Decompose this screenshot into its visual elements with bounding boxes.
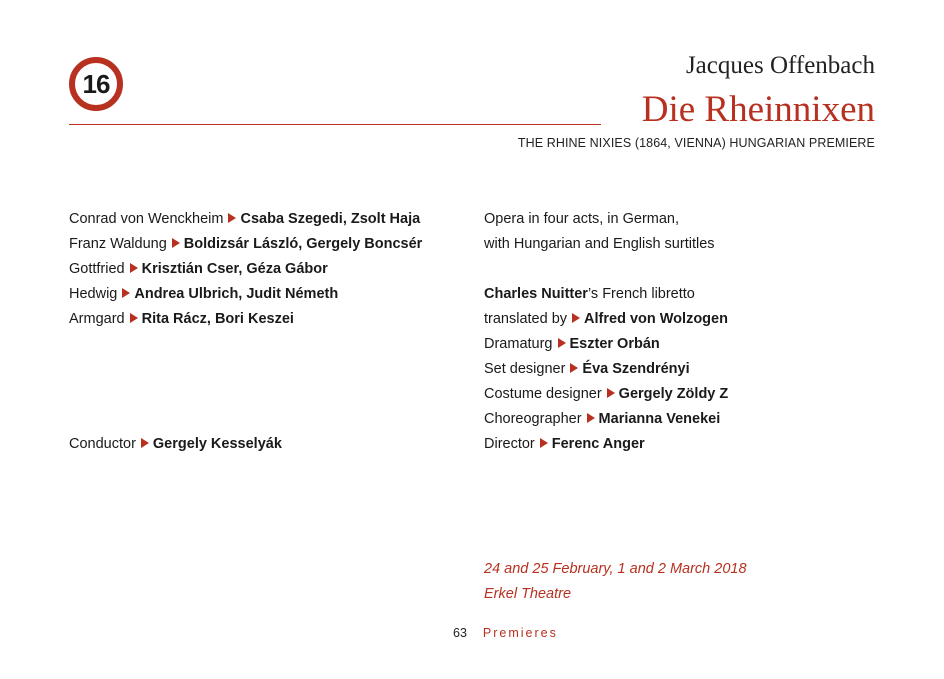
crew-name: Gergely Zöldy Z [618,386,729,402]
page-number: 63 [453,626,467,640]
arrow-icon [130,263,138,273]
libretto-line [484,282,728,307]
venue-line: Erkel Theatre [484,586,572,602]
production-info [484,207,728,457]
translated-label: translated by [484,311,568,327]
dates-line: 24 and 25 February, 1 and 2 March 2018 [484,561,747,577]
production-number-badge [69,57,123,111]
info-line: Opera in four acts, in German, [484,211,680,227]
crew-name: Éva Szendrényi [582,361,690,377]
crew-role: Dramaturg [484,336,553,352]
arrow-icon [122,288,130,298]
arrow-icon [540,438,548,448]
cast-row [69,307,422,332]
production-number: 16 [82,68,110,99]
crew-row [484,382,728,407]
crew-row [484,432,728,457]
cast-role: Franz Waldung [69,236,167,252]
performance-dates [484,557,747,607]
section-name: Premieres [482,626,558,640]
librettist-name: Charles Nuitter [484,286,588,302]
info-line: with Hungarian and English surtitles [484,236,715,252]
cast-names: Andrea Ulbrich, Judit Németh [134,286,339,302]
arrow-icon [572,313,580,323]
conductor-name: Gergely Kesselyák [152,436,282,452]
cast-role: Armgard [69,311,125,327]
cast-row [69,257,422,282]
cast-row [69,282,422,307]
translator-name: Alfred von Wolzogen [584,311,728,327]
cast-row [69,207,422,232]
cast-list [69,207,422,332]
crew-row [484,357,728,382]
cast-names: Csaba Szegedi, Zsolt Haja [240,211,421,227]
cast-row [69,232,422,257]
crew-role: Costume designer [484,386,602,402]
crew-row [484,332,728,357]
cast-role: Hedwig [69,286,118,302]
arrow-icon [570,363,578,373]
crew-name: Marianna Venekei [598,411,721,427]
opera-subtitle: THE RHINE NIXIES (1864, VIENNA) HUNGARIAN PREMIERE [517,136,875,150]
header-divider [69,124,601,125]
arrow-icon [587,413,595,423]
crew-role: Set designer [484,361,566,377]
opera-title: Die Rheinnixen [641,89,875,130]
crew-row [484,407,728,432]
crew-name: Ferenc Anger [551,436,645,452]
arrow-icon [558,338,566,348]
composer-name: Jacques Offenbach [685,52,875,79]
crew-role: Choreographer [484,411,582,427]
arrow-icon [172,238,180,248]
translator-line [484,307,728,332]
page-footer [453,626,558,640]
cast-role: Conrad von Wenckheim [69,211,224,227]
cast-names: Boldizsár László, Gergely Boncsér [183,236,423,252]
arrow-icon [607,388,615,398]
crew-role: Director [484,436,535,452]
conductor-label: Conductor [69,436,136,452]
conductor-row [69,432,282,457]
arrow-icon [130,313,138,323]
librettist-suffix: ’s French libretto [587,286,695,302]
cast-role: Gottfried [69,261,125,277]
arrow-icon [141,438,149,448]
cast-names: Rita Rácz, Bori Keszei [141,311,294,327]
cast-names: Krisztián Cser, Géza Gábor [141,261,328,277]
arrow-icon [228,213,236,223]
crew-name: Eszter Orbán [569,336,660,352]
